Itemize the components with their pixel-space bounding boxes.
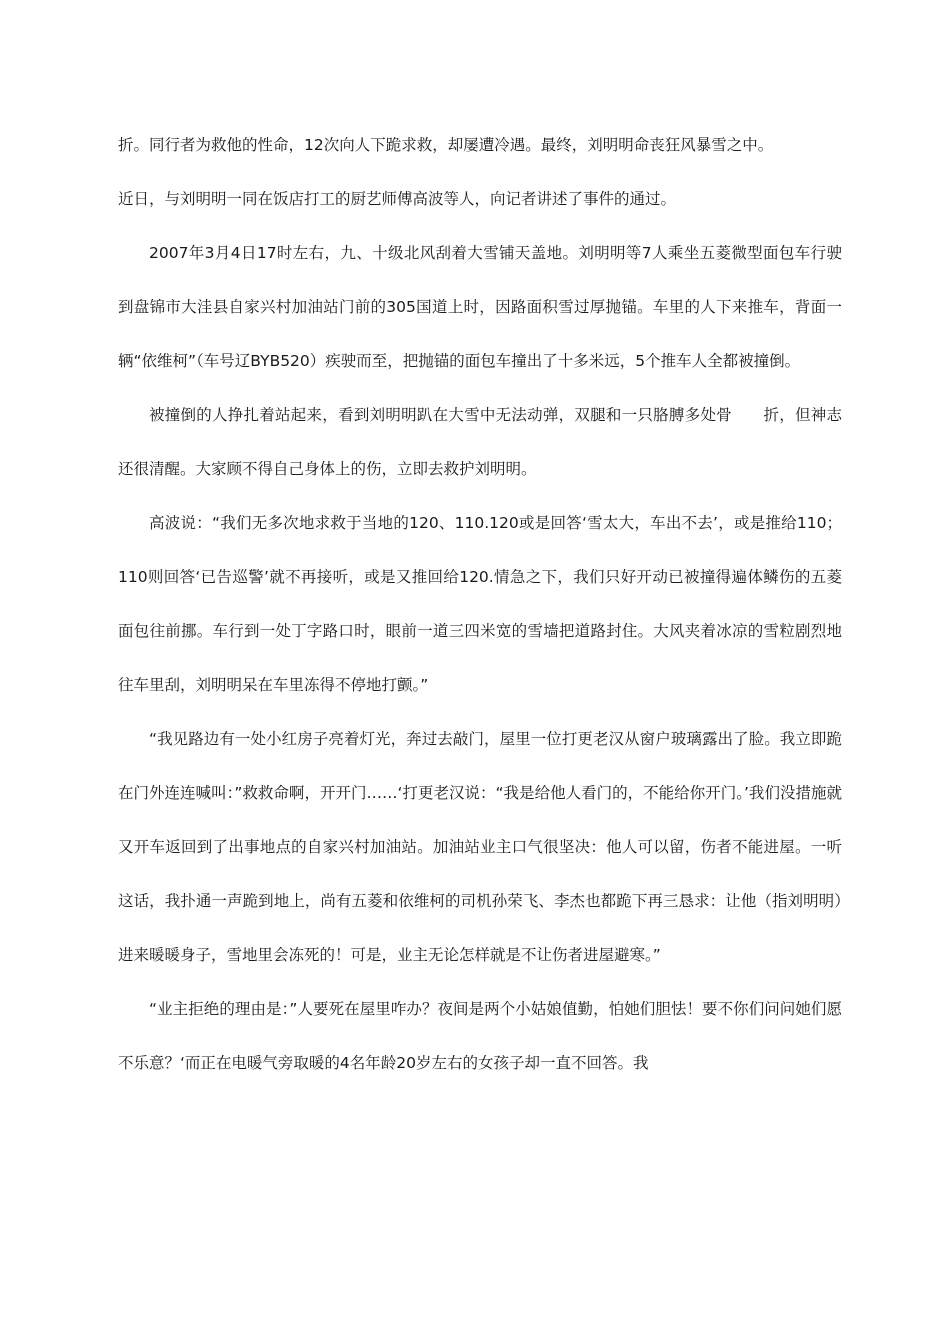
paragraph: “我见路边有一处小红房子亮着灯光，奔过去敲门，屋里一位打更老汉从窗户玻璃露出了脸。我立即跪在门外连连喊叫：”救救命啊，开开门……‘打更老汉说：“我是给他人看门的，不能给你开门。’我们没措施就又开车返回到了出事地点的自家兴村加油站。加油站业主口气很坚决：他人可以留，伤者不能进屋。一听这话，我扑通一声跪到地上，尚有五菱和依维柯的司机孙荣飞、李杰也都跪下再三恳求：让他（指刘明明）进来暖暖身子，雪地里会冻死的！可是，业主无论怎样就是不让伤者进屋避寒。” bbox=[118, 730, 842, 964]
paragraph: 被撞倒的人挣扎着站起来，看到刘明明趴在大雪中无法动弹，双腿和一只胳膊多处骨 折，但神志还很清醒。大家顾不得自己身体上的伤，立即去救护刘明明。 bbox=[118, 406, 842, 478]
paragraph: 高波说：“我们无多次地求救于当地的120、110.120或是回答‘雪太大，车出不去’，或是推给110；110则回答‘已告巡警’就不再接听，或是又推回给120.情急之下，我们只好开动已被撞得遍体鳞伤的五菱面包往前挪。车行到一处丁字路口时，眼前一道三四米宽的雪墙把道路封住。大风夹着冰凉的雪粒剧烈地往车里刮，刘明明呆在车里冻得不停地打颤。” bbox=[118, 514, 842, 694]
paragraph: 近日，与刘明明一同在饭店打工的厨艺师傅高波等人，向记者讲述了事件的通过。 bbox=[118, 190, 677, 208]
article-body bbox=[118, 118, 842, 1090]
paragraph: 2007年3月4日17时左右，九、十级北风刮着大雪铺天盖地。刘明明等7人乘坐五菱微型面包车行驶到盘锦市大洼县自家兴村加油站门前的305国道上时，因路面积雪过厚抛锚。车里的人下来推车，背面一辆“依维柯”（车号辽BYB520）疾驶而至，把抛锚的面包车撞出了十多米远，5个推车人全都被撞倒。 bbox=[118, 244, 842, 370]
paragraph: 折。同行者为救他的性命，12次向人下跪求救，却屡遭冷遇。最终，刘明明命丧狂风暴雪之中。 bbox=[118, 136, 774, 154]
paragraph: “业主拒绝的理由是：”人要死在屋里咋办？夜间是两个小姑娘值勤，怕她们胆怯！要不你们问问她们愿不乐意？‘而正在电暖气旁取暖的4名年龄20岁左右的女孩子却一直不回答。我 bbox=[118, 1000, 842, 1072]
